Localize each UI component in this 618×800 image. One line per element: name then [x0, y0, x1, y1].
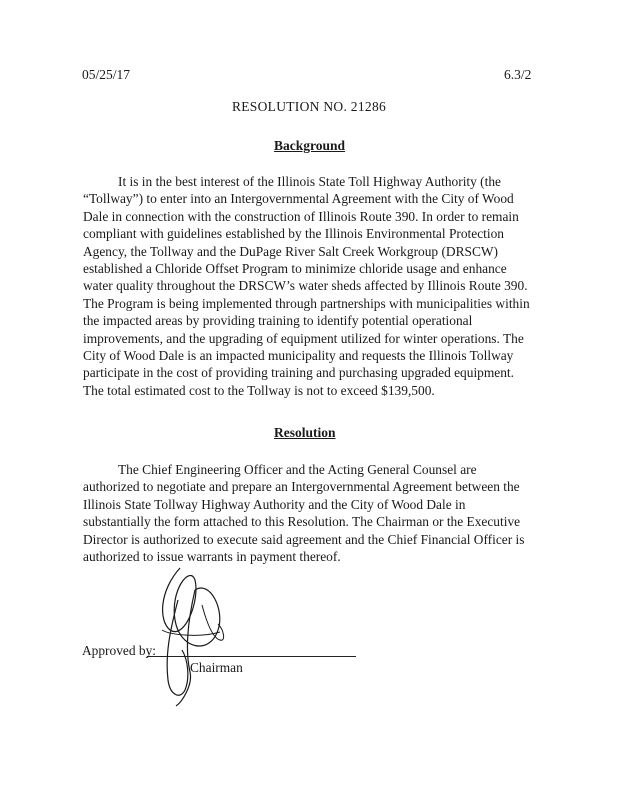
paragraph-line: The Chief Engineering Officer and the Acting General Counsel are: [118, 462, 477, 477]
meeting-date: 05/25/17: [82, 67, 131, 82]
resolution-heading: Resolution: [274, 425, 336, 440]
paragraph-line: authorized to negotiate and prepare an Intergovernmental Agreement between the: [83, 479, 520, 495]
paragraph-line: Agency, the Tollway and the DuPage River Salt Creek Workgroup (DRSCW): [83, 243, 498, 259]
resolution-number-title: RESOLUTION NO. 21286: [231, 99, 387, 114]
paragraph-line: compliant with guidelines established by the Illinois Environmental Protection: [83, 226, 504, 242]
agenda-item-number: 6.3/2: [504, 67, 532, 82]
paragraph-line: It is in the best interest of the Illinois State Toll Highway Authority (the: [118, 174, 501, 189]
paragraph-line: Director is authorized to execute said agreement and the Chief Financial Officer is: [83, 531, 525, 547]
approved-by-label: Approved by:: [82, 643, 157, 658]
paragraph-line: authorized to issue warrants in payment thereof.: [83, 548, 341, 564]
paragraph-line: “Tollway”) to enter into an Intergovernmental Agreement with the City of Wood: [83, 191, 514, 207]
paragraph-line: established a Chloride Offset Program to minimize chloride usage and enhance: [83, 260, 507, 276]
background-heading: Background: [274, 138, 346, 153]
paragraph-line: improvements, and the upgrading of equipment utilized for winter operations. The: [83, 330, 524, 346]
resolution-paragraph: [83, 461, 543, 565]
paragraph-line: City of Wood Dale is an impacted municipality and requests the Illinois Tollway: [83, 347, 514, 363]
signer-title: Chairman: [190, 660, 243, 675]
paragraph-line: Illinois State Tollway Highway Authority and the City of Wood Dale in: [83, 496, 466, 512]
paragraph-line: substantially the form attached to this Resolution. The Chairman or the Executive: [83, 514, 521, 530]
background-paragraph: [83, 173, 543, 399]
paragraph-line: the impacted areas by providing training to identify potential operational: [83, 313, 473, 329]
paragraph-line: The total estimated cost to the Tollway is not to exceed $139,500.: [83, 382, 435, 398]
paragraph-line: The Program is being implemented through partnerships with municipalities within: [83, 295, 530, 311]
paragraph-line: water quality throughout the DRSCW’s water sheds affected by Illinois Route 390.: [83, 278, 528, 294]
paragraph-line: Dale in connection with the construction of Illinois Route 390. In order to remain: [83, 208, 519, 224]
handwritten-signature: [140, 560, 250, 710]
paragraph-line: participate in the cost of providing training and purchasing upgraded equipment.: [83, 365, 514, 381]
